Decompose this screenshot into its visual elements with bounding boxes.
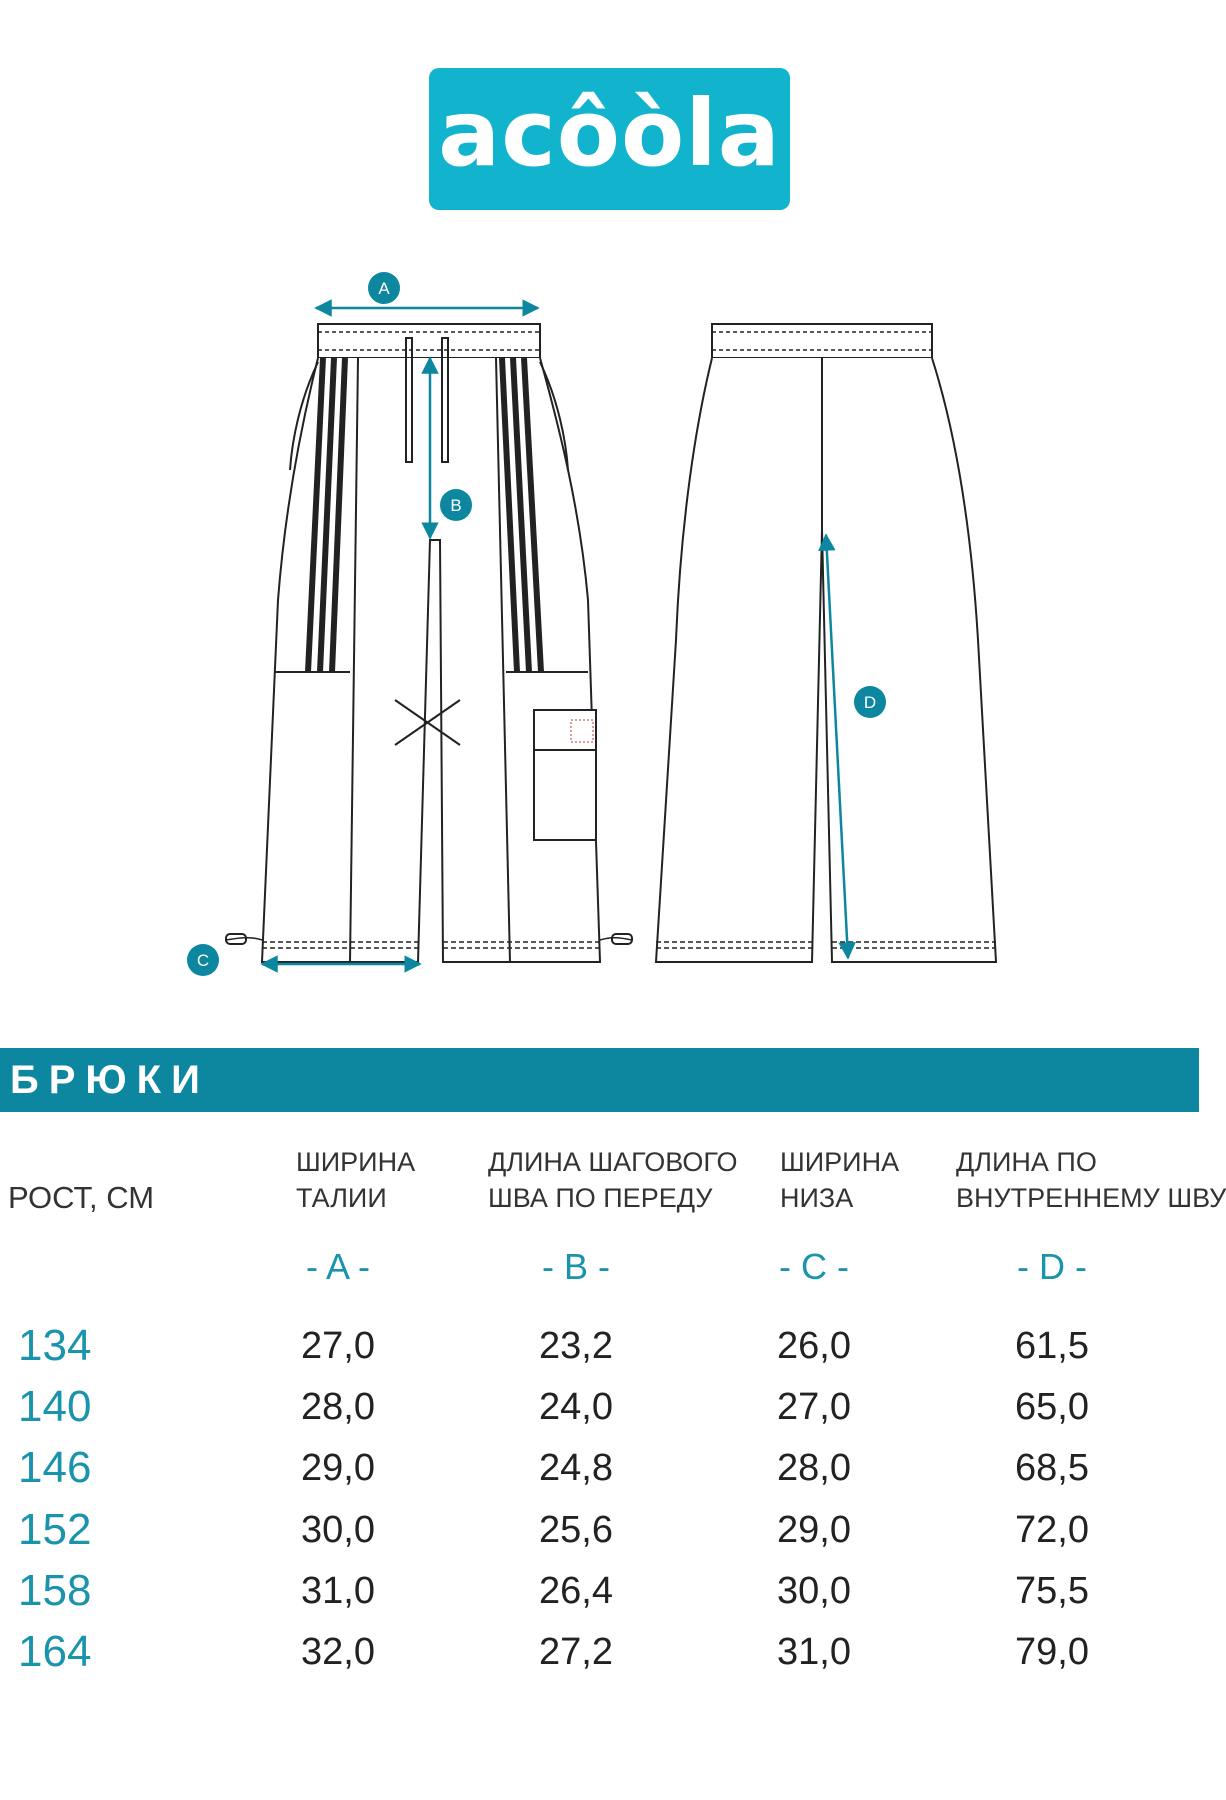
row-height: 146: [18, 1443, 92, 1492]
size-table: [0, 1140, 1226, 1700]
cell-c: 30,0: [777, 1570, 851, 1612]
cell-d: 68,5: [1015, 1447, 1089, 1489]
column-header-b-line2: ШВА ПО ПЕРЕДУ: [488, 1183, 713, 1213]
cell-b: 26,4: [539, 1570, 613, 1612]
cell-b: 24,8: [539, 1447, 613, 1489]
column-header-d-line2: ВНУТРЕННЕМУ ШВУ: [956, 1183, 1226, 1213]
cell-d: 72,0: [1015, 1509, 1089, 1551]
brand-logo-text: acôòla: [438, 80, 781, 187]
height-column-header: РОСТ, СМ: [8, 1180, 155, 1215]
cell-d: 65,0: [1015, 1386, 1089, 1428]
row-height: 152: [18, 1505, 92, 1554]
cell-c: 27,0: [777, 1386, 851, 1428]
cell-d: 75,5: [1015, 1570, 1089, 1612]
cell-b: 24,0: [539, 1386, 613, 1428]
label-c-marker: [187, 944, 219, 976]
label-c: C: [196, 951, 210, 970]
column-header-a-line2: ТАЛИИ: [296, 1183, 387, 1213]
section-header: [0, 1048, 1199, 1112]
column-header-b: [488, 1144, 738, 1216]
label-d-marker: [854, 686, 886, 718]
label-a-marker: [368, 272, 400, 304]
column-header-a-line1: ШИРИНА: [296, 1147, 416, 1177]
column-code-b: - B -: [542, 1246, 610, 1287]
row-height: 140: [18, 1382, 92, 1431]
column-header-a: [296, 1144, 415, 1216]
label-d: D: [863, 693, 877, 712]
cell-c: 26,0: [777, 1325, 851, 1367]
cell-c: 28,0: [777, 1447, 851, 1489]
cell-b: 27,2: [539, 1631, 613, 1673]
trousers-diagram: [0, 240, 1199, 1000]
label-b-marker: [440, 489, 472, 521]
table-row: [0, 1622, 1199, 1682]
column-code-c: - C -: [779, 1246, 849, 1287]
column-header-c: [780, 1144, 899, 1216]
table-row: [0, 1500, 1199, 1560]
cell-a: 31,0: [301, 1570, 375, 1612]
column-header-d-line1: ДЛИНА ПО: [956, 1147, 1097, 1177]
table-row: [0, 1561, 1199, 1621]
cell-a: 27,0: [301, 1325, 375, 1367]
label-b: B: [450, 496, 462, 515]
column-header-c-line1: ШИРИНА: [780, 1147, 900, 1177]
column-code-a: - A -: [305, 1246, 371, 1287]
row-height: 134: [18, 1321, 92, 1370]
column-header-d: [956, 1144, 1226, 1216]
label-a: A: [378, 279, 390, 298]
cell-d: 79,0: [1015, 1631, 1089, 1673]
cell-a: 28,0: [301, 1386, 375, 1428]
row-height: 164: [18, 1627, 92, 1676]
column-header-b-line1: ДЛИНА ШАГОВОГО: [488, 1147, 738, 1177]
table-row: [0, 1377, 1199, 1437]
cell-b: 23,2: [539, 1325, 613, 1367]
cell-a: 32,0: [301, 1631, 375, 1673]
table-row: [0, 1316, 1199, 1376]
row-height: 158: [18, 1566, 92, 1615]
cell-b: 25,6: [539, 1509, 613, 1551]
cell-a: 29,0: [301, 1447, 375, 1489]
column-header-c-line2: НИЗА: [780, 1183, 854, 1213]
table-row: [0, 1438, 1199, 1498]
cell-c: 29,0: [777, 1509, 851, 1551]
cell-c: 31,0: [777, 1631, 851, 1673]
back-view: [656, 324, 996, 962]
cell-d: 61,5: [1015, 1325, 1089, 1367]
section-title: БРЮКИ: [10, 1058, 210, 1102]
cell-a: 30,0: [301, 1509, 375, 1551]
brand-logo: [429, 68, 790, 210]
column-code-d: - D -: [1017, 1246, 1087, 1287]
